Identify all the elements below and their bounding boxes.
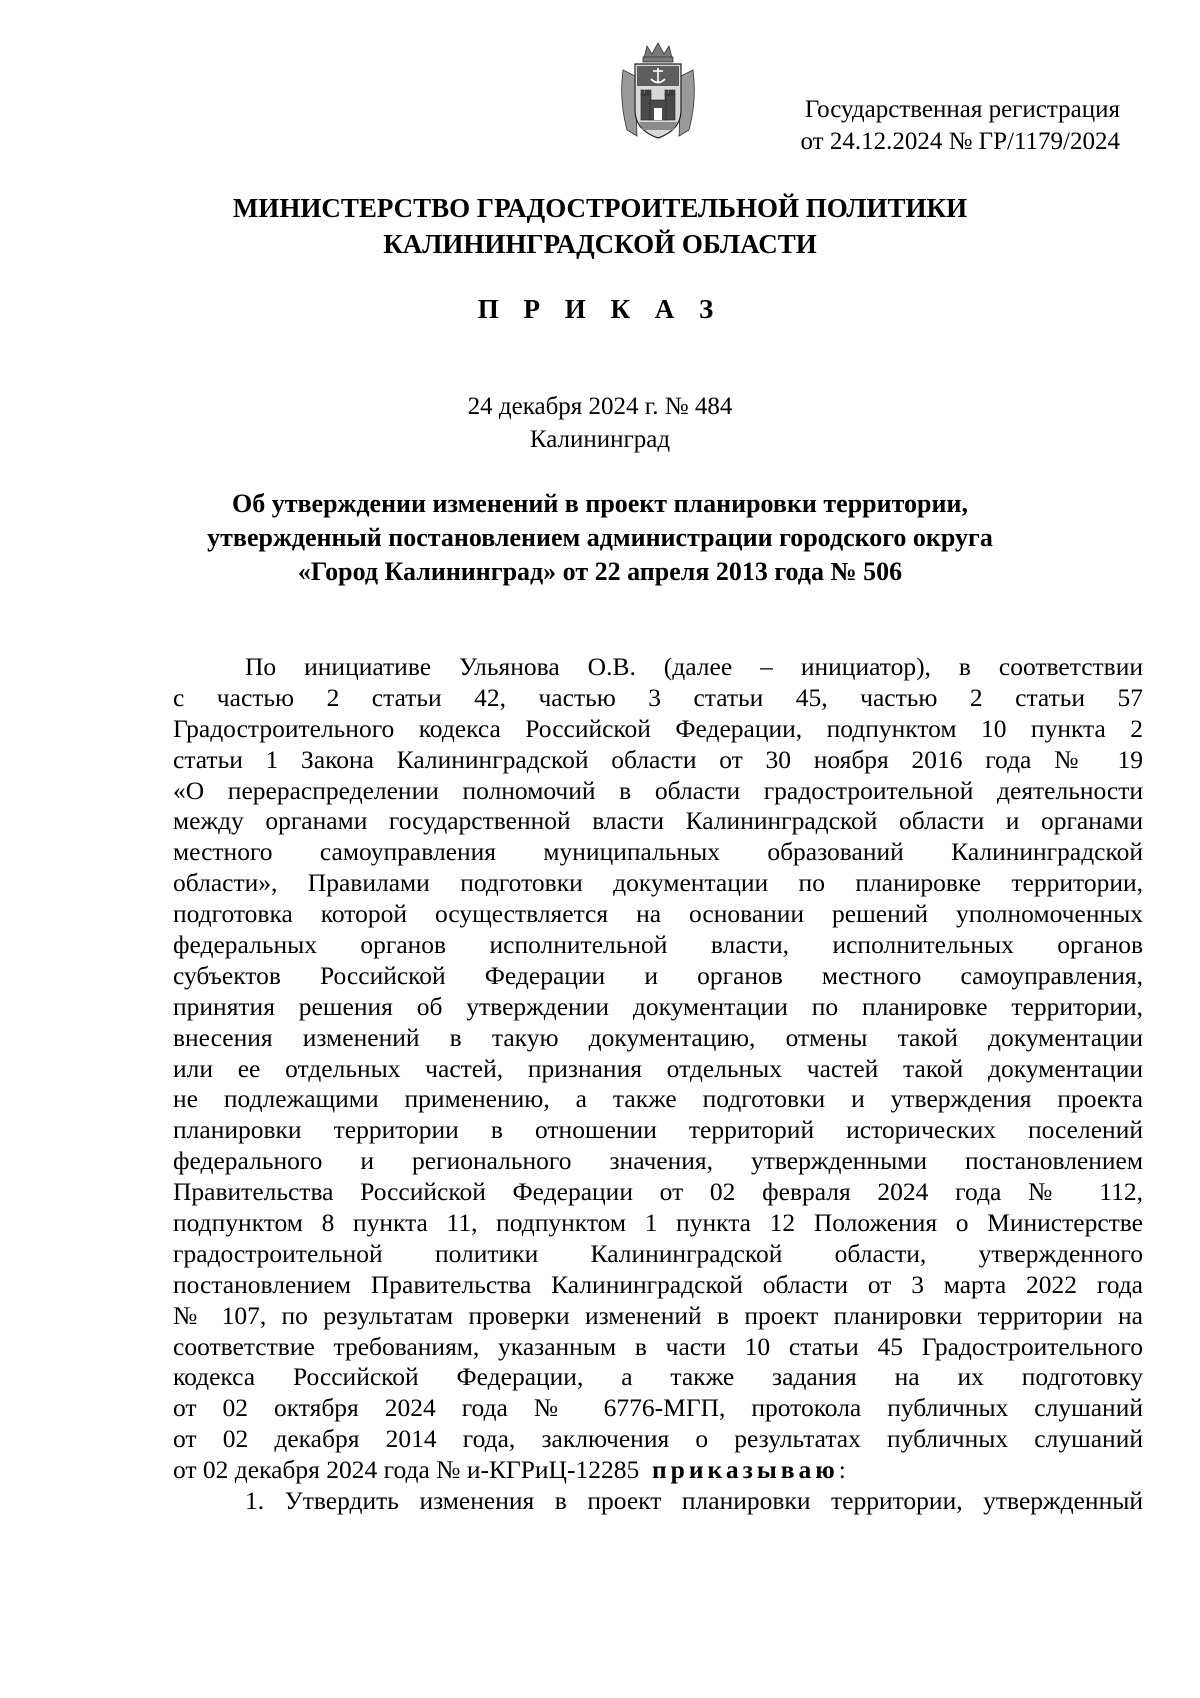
order-city: Калининград bbox=[529, 426, 671, 453]
body-line: от 02 октября 2024 года № 6776-МГП, протокола публичных слушаний bbox=[173, 1393, 1143, 1423]
registration-title: Государственная регистрация bbox=[804, 96, 1120, 123]
body-line: федеральных органов исполнительной власти, исполнительных органов bbox=[173, 930, 1143, 960]
body-line: с частью 2 статьи 42, частью 3 статьи 45, частью 2 статьи 57 bbox=[173, 682, 1143, 712]
body-line: соответствие требованиям, указанным в части 10 статьи 45 Градостроительного bbox=[173, 1331, 1143, 1361]
body-line: статьи 1 Закона Калининградской области от 30 ноября 2016 года № 19 bbox=[173, 744, 1143, 774]
body-line: Правительства Российской Федерации от 02 февраля 2024 года № 112, bbox=[173, 1177, 1143, 1207]
body-line: По инициативе Ульянова О.В. (далее – инициатор), в соответствии bbox=[245, 652, 1143, 681]
body-line: между органами государственной власти Калининградской области и органами bbox=[173, 806, 1143, 836]
body-line: или ее отдельных частей, признания отдельных частей такой документации bbox=[173, 1053, 1143, 1083]
body-line: принятия решения об утверждении документации по планировке территории, bbox=[173, 991, 1143, 1021]
order-body bbox=[173, 652, 1143, 1517]
order-keyword: приказываю bbox=[651, 1455, 839, 1485]
body-line: внесения изменений в такую документацию, отмены такой документации bbox=[173, 1022, 1143, 1052]
coat-of-arms-icon bbox=[617, 40, 699, 142]
body-line: планировки территории в отношении территорий исторических поселений bbox=[173, 1115, 1143, 1145]
ministry-line-2: КАЛИНИНГРАДСКОЙ ОБЛАСТИ bbox=[383, 229, 817, 259]
body-line: кодекса Российской Федерации, а также задания на их подготовку bbox=[173, 1362, 1143, 1392]
body-line: № 107, по результатам проверки изменений в проект планировки территории на bbox=[173, 1300, 1143, 1330]
order-date: 24 декабря 2024 г. № 484 bbox=[467, 393, 733, 420]
subject-line-3: «Город Калининград» от 22 апреля 2013 года № 506 bbox=[297, 557, 903, 586]
registration-number: от 24.12.2024 № ГР/1179/2024 bbox=[800, 128, 1120, 155]
body-line: градостроительной политики Калининградской области, утвержденного bbox=[173, 1238, 1143, 1268]
body-line: области», Правилами подготовки документации по планировке территории, bbox=[173, 868, 1143, 898]
order-colon: : bbox=[838, 1455, 846, 1485]
body-line: от 02 декабря 2014 года, заключения о результатах публичных слушаний bbox=[173, 1424, 1143, 1454]
subject-line-1: Об утверждении изменений в проект планировки территории, bbox=[232, 489, 968, 518]
body-line: «О перераспределении полномочий в области градостроительной деятельности bbox=[173, 775, 1143, 805]
body-line-final-text: от 02 декабря 2024 года № и-КГРиЦ-12285 bbox=[173, 1455, 640, 1485]
item-1-line: 1. Утвердить изменения в проект планировки территории, утвержденный bbox=[245, 1486, 1143, 1516]
body-line: не подлежащими применению, а также подготовки и утверждения проекта bbox=[173, 1084, 1143, 1114]
body-line: подпунктом 8 пункта 11, подпунктом 1 пункта 12 Положения о Министерстве bbox=[173, 1208, 1143, 1238]
order-subject bbox=[0, 487, 1200, 589]
state-registration bbox=[760, 94, 1120, 158]
body-line: Градостроительного кодекса Российской Федерации, подпунктом 10 пункта 2 bbox=[173, 713, 1143, 743]
body-line: постановлением Правительства Калининградской области от 3 марта 2022 года bbox=[173, 1269, 1143, 1299]
ministry-name bbox=[0, 190, 1200, 262]
body-line: субъектов Российской Федерации и органов местного самоуправления, bbox=[173, 960, 1143, 990]
ministry-line-1: МИНИСТЕРСТВО ГРАДОСТРОИТЕЛЬНОЙ ПОЛИТИКИ bbox=[232, 193, 968, 223]
order-date-block bbox=[0, 390, 1200, 456]
body-line-final bbox=[173, 1455, 1143, 1486]
order-title: П Р И К А З bbox=[477, 294, 723, 324]
subject-line-2: утвержденный постановлением администрации городского округа bbox=[207, 523, 993, 552]
body-line: федерального и регионального значения, утвержденными постановлением bbox=[173, 1146, 1143, 1176]
body-line: подготовка которой осуществляется на основании решений уполномоченных bbox=[173, 899, 1143, 929]
body-line: местного самоуправления муниципальных образований Калининградской bbox=[173, 837, 1143, 867]
